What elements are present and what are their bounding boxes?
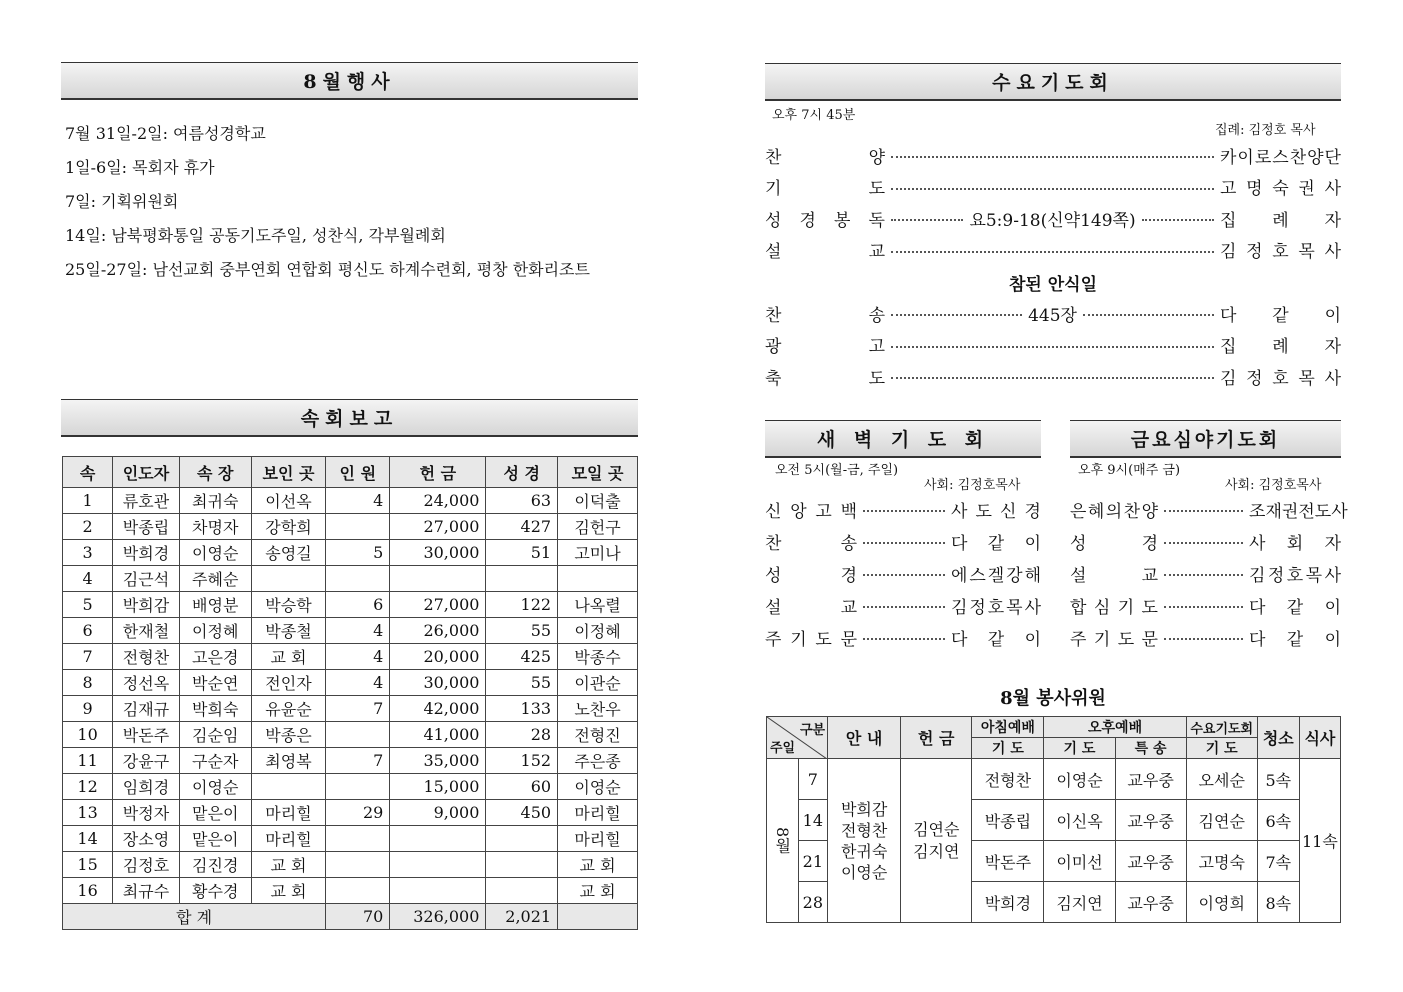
table-cell — [486, 826, 558, 852]
order-leader: 김 정 호 목 사 — [1220, 368, 1341, 389]
table-cell: 55 — [486, 618, 558, 644]
order-row — [765, 560, 1041, 586]
table-cell: 고미나 — [558, 540, 638, 566]
table-cell: 7 — [326, 696, 390, 722]
event-item: 7월 31일-2일: 여름성경학교 — [65, 124, 266, 143]
table-cell: 전형찬 — [113, 644, 180, 670]
special-header: 특 송 — [1115, 738, 1186, 759]
clean-cell: 6속 — [1257, 800, 1299, 841]
leader-dots — [891, 251, 1214, 253]
wed-header: 수요기도회 — [1186, 717, 1257, 738]
order-part: 축 도 — [765, 368, 885, 389]
leader-dots — [1083, 314, 1214, 316]
event-item: 14일: 남북평화통일 공동기도주일, 성찬식, 각부월례회 — [65, 226, 446, 245]
col-header: 속 — [63, 457, 113, 488]
guide-cell: 박희감 전형찬 한귀숙 이영순 — [828, 759, 901, 923]
table-cell: 28 — [486, 722, 558, 748]
table-cell: 5 — [63, 592, 113, 618]
table-cell: 10 — [63, 722, 113, 748]
table-cell: 20,000 — [390, 644, 486, 670]
order-leader: 김 정 호 목 사 — [1220, 242, 1341, 262]
leader-dots — [1142, 219, 1214, 221]
table-cell — [390, 878, 486, 904]
leader-dots — [891, 156, 1214, 158]
day-cell: 21 — [798, 841, 828, 882]
table-cell: 이영순 — [179, 540, 251, 566]
order-part: 성 경 — [1070, 533, 1158, 554]
table-cell: 133 — [486, 696, 558, 722]
week-label: 주일 — [770, 741, 796, 756]
table-cell — [326, 722, 390, 748]
table-cell: 3 — [63, 540, 113, 566]
sermon-title: 참된 안식일 — [1008, 275, 1098, 295]
table-cell: 구순자 — [179, 748, 251, 774]
leader-dots — [891, 377, 1214, 379]
table-cell: 8 — [63, 670, 113, 696]
table-cell: 류호관 — [113, 488, 180, 514]
order-row — [765, 300, 1341, 326]
table-cell: 12 — [63, 774, 113, 800]
leader-dots — [891, 314, 1022, 316]
table-cell: 35,000 — [390, 748, 486, 774]
table-row — [63, 670, 638, 696]
table-row — [63, 800, 638, 826]
table-cell: 4 — [63, 566, 113, 592]
table-cell: 마리힐 — [251, 826, 326, 852]
order-part: 신 앙 고 백 — [765, 501, 857, 522]
afternoon-prayer-header: 기 도 — [1044, 738, 1115, 759]
table-cell: 1 — [63, 488, 113, 514]
table-cell: 박돈주 — [113, 722, 180, 748]
meal-cell: 11속 — [1299, 759, 1340, 923]
order-part: 기 도 — [765, 179, 885, 199]
table-cell: 박순연 — [179, 670, 251, 696]
table-cell: 박희감 — [113, 592, 180, 618]
table-cell: 450 — [486, 800, 558, 826]
table-cell: 15 — [63, 852, 113, 878]
table-row — [63, 514, 638, 540]
table-cell: 박종립 — [113, 514, 180, 540]
table-cell: 박승학 — [251, 592, 326, 618]
table-cell: 박희숙 — [179, 696, 251, 722]
table-cell: 전형진 — [558, 722, 638, 748]
table-cell — [326, 826, 390, 852]
order-part: 찬 양 — [765, 147, 885, 168]
event-item: 7일: 기획위원회 — [65, 192, 179, 211]
wed-prayer-header: 기 도 — [1186, 738, 1257, 759]
table-cell — [390, 566, 486, 592]
table-cell — [326, 878, 390, 904]
table-cell: 29 — [326, 800, 390, 826]
sokhoe-title: 속회보고 — [61, 399, 638, 437]
clean-cell: 7속 — [1257, 841, 1299, 882]
order-row — [765, 174, 1341, 200]
table-cell — [326, 514, 390, 540]
table-cell: 교 회 — [558, 852, 638, 878]
table-cell: 4 — [326, 644, 390, 670]
table-cell — [326, 566, 390, 592]
leader-dots — [891, 188, 1214, 190]
table-row — [63, 878, 638, 904]
table-cell: 강윤구 — [113, 748, 180, 774]
table-cell: 이관순 — [558, 670, 638, 696]
table-cell: 정선옥 — [113, 670, 180, 696]
clean-header: 청소 — [1257, 717, 1299, 759]
service-row — [767, 759, 1341, 800]
friday-title: 금요심야기도회 — [1070, 420, 1341, 458]
table-row — [63, 852, 638, 878]
order-leader: 다 같 이 — [951, 533, 1041, 554]
order-part: 설 교 — [1070, 565, 1158, 586]
month-cell: 8월 — [767, 759, 799, 923]
order-leader: 에 스 겔 강 해 — [951, 565, 1041, 586]
table-row — [63, 566, 638, 592]
order-part: 주 기 도 문 — [765, 629, 857, 650]
morning-cell: 박종립 — [972, 800, 1044, 841]
table-cell: 4 — [326, 670, 390, 696]
col-header: 보인 곳 — [251, 457, 326, 488]
offering-cell: 김연순 김지연 — [901, 759, 972, 923]
dawn-leader: 사회: 김정호목사 — [924, 478, 1021, 493]
order-leader: 집 례 자 — [1220, 337, 1341, 357]
table-cell: 전인자 — [251, 670, 326, 696]
table-cell: 9,000 — [390, 800, 486, 826]
wednesday-time: 오후 7시 45분 — [772, 108, 856, 123]
morning-prayer-header: 기 도 — [972, 738, 1044, 759]
order-leader: 사 도 신 경 — [951, 501, 1041, 522]
afternoon-header: 오후예배 — [1044, 717, 1186, 738]
table-cell: 152 — [486, 748, 558, 774]
leader-dots — [1164, 606, 1243, 608]
special-cell: 교우중 — [1115, 800, 1186, 841]
table-cell: 김순임 — [179, 722, 251, 748]
order-leader: 사 회 자 — [1249, 533, 1341, 554]
table-cell: 교 회 — [251, 852, 326, 878]
meal-header: 식사 — [1299, 717, 1340, 759]
col-header: 모일 곳 — [558, 457, 638, 488]
order-row — [765, 363, 1341, 389]
table-cell: 이정혜 — [558, 618, 638, 644]
table-cell: 이영순 — [179, 774, 251, 800]
dawn-time: 오전 5시(월-금, 주일) — [775, 463, 899, 478]
table-row — [63, 540, 638, 566]
table-cell: 15,000 — [390, 774, 486, 800]
order-row — [765, 205, 1341, 231]
order-leader: 김 정 호 목 사 — [1249, 565, 1341, 586]
service-table — [766, 716, 1341, 923]
offering-header: 헌 금 — [901, 717, 972, 759]
wed-cell: 김연순 — [1186, 800, 1257, 841]
table-cell: 강학희 — [251, 514, 326, 540]
table-cell: 김진경 — [179, 852, 251, 878]
total-bible: 2,021 — [486, 904, 558, 930]
leader-dots — [863, 638, 945, 640]
order-row — [765, 332, 1341, 358]
order-row — [765, 592, 1041, 618]
wed-cell: 고명숙 — [1186, 841, 1257, 882]
table-cell: 마리힐 — [251, 800, 326, 826]
table-row — [63, 592, 638, 618]
gubun-label: 구분 — [799, 723, 826, 738]
events-title: 8월행사 — [61, 62, 638, 100]
order-leader: 카 이 로 스 찬 양 단 — [1220, 147, 1341, 168]
day-cell: 28 — [798, 882, 828, 923]
table-cell: 차명자 — [179, 514, 251, 540]
table-cell: 주은종 — [558, 748, 638, 774]
day-cell: 14 — [798, 800, 828, 841]
wed-cell: 오세순 — [1186, 759, 1257, 800]
table-row — [63, 696, 638, 722]
table-cell — [486, 852, 558, 878]
table-cell: 박종철 — [251, 618, 326, 644]
table-cell: 7 — [326, 748, 390, 774]
order-detail: 445장 — [1028, 305, 1077, 326]
leader-dots — [891, 219, 963, 221]
order-part: 광 고 — [765, 337, 885, 357]
table-cell: 배영분 — [179, 592, 251, 618]
table-row — [63, 644, 638, 670]
table-cell: 박종은 — [251, 722, 326, 748]
diag-header — [767, 717, 828, 759]
table-cell: 송영길 — [251, 540, 326, 566]
clean-cell: 5속 — [1257, 759, 1299, 800]
order-leader: 조 재 권 전 도 사 — [1249, 501, 1348, 522]
order-part: 찬 송 — [765, 533, 857, 554]
table-cell: 9 — [63, 696, 113, 722]
dawn-title: 새 벽 기 도 회 — [765, 420, 1041, 458]
table-cell: 63 — [486, 488, 558, 514]
table-cell: 51 — [486, 540, 558, 566]
leader-dots — [863, 606, 945, 608]
table-cell: 이선옥 — [251, 488, 326, 514]
table-cell: 41,000 — [390, 722, 486, 748]
table-cell: 최규수 — [113, 878, 180, 904]
table-cell: 장소영 — [113, 826, 180, 852]
table-cell: 이영순 — [558, 774, 638, 800]
table-cell: 27,000 — [390, 514, 486, 540]
order-row — [765, 142, 1341, 168]
table-row — [63, 748, 638, 774]
table-cell: 24,000 — [390, 488, 486, 514]
table-cell: 김재규 — [113, 696, 180, 722]
special-cell: 교우중 — [1115, 759, 1186, 800]
table-cell: 마리힐 — [558, 800, 638, 826]
order-part: 설 교 — [765, 597, 857, 618]
service-title: 8월 봉사위원 — [1000, 688, 1106, 709]
table-cell: 임희경 — [113, 774, 180, 800]
special-cell: 교우중 — [1115, 841, 1186, 882]
table-cell — [558, 566, 638, 592]
table-cell: 김정호 — [113, 852, 180, 878]
table-cell: 425 — [486, 644, 558, 670]
table-cell: 김헌구 — [558, 514, 638, 540]
table-cell: 6 — [63, 618, 113, 644]
table-cell: 한재철 — [113, 618, 180, 644]
sokhoe-table — [62, 456, 638, 930]
table-row — [63, 488, 638, 514]
order-part: 설 교 — [765, 242, 885, 262]
table-cell — [251, 566, 326, 592]
day-cell: 7 — [798, 759, 828, 800]
afternoon-cell: 이미선 — [1044, 841, 1115, 882]
table-cell — [326, 852, 390, 878]
table-cell: 14 — [63, 826, 113, 852]
table-cell: 55 — [486, 670, 558, 696]
afternoon-cell: 이신옥 — [1044, 800, 1115, 841]
morning-cell: 박돈주 — [972, 841, 1044, 882]
table-cell: 박정자 — [113, 800, 180, 826]
table-cell: 60 — [486, 774, 558, 800]
col-header: 인 원 — [326, 457, 390, 488]
friday-time: 오후 9시(매주 금) — [1078, 463, 1181, 478]
table-cell: 김근석 — [113, 566, 180, 592]
order-detail: 요5:9-18(신약149쪽) — [969, 210, 1136, 231]
special-cell: 교우중 — [1115, 882, 1186, 923]
event-item: 25일-27일: 남선교회 중부연회 연합회 평신도 하계수련회, 평창 한화리조트 — [65, 260, 590, 279]
order-leader: 다 같 이 — [1249, 597, 1341, 618]
order-leader: 다 같 이 — [1249, 629, 1341, 650]
table-cell: 26,000 — [390, 618, 486, 644]
order-leader: 고 명 숙 권 사 — [1220, 179, 1341, 199]
leader-dots — [891, 346, 1214, 348]
table-cell: 2 — [63, 514, 113, 540]
order-row — [1070, 560, 1341, 586]
order-leader: 다 같 이 — [951, 629, 1041, 650]
table-cell: 6 — [326, 592, 390, 618]
afternoon-cell: 이영순 — [1044, 759, 1115, 800]
table-cell: 13 — [63, 800, 113, 826]
table-cell: 교 회 — [251, 878, 326, 904]
table-cell: 유윤순 — [251, 696, 326, 722]
table-cell: 122 — [486, 592, 558, 618]
table-cell: 30,000 — [390, 540, 486, 566]
morning-cell: 전형찬 — [972, 759, 1044, 800]
table-cell: 주혜순 — [179, 566, 251, 592]
order-leader: 김 정 호 목 사 — [951, 597, 1041, 618]
leader-dots — [1164, 574, 1243, 576]
table-cell: 30,000 — [390, 670, 486, 696]
table-cell: 나옥렬 — [558, 592, 638, 618]
total-people: 70 — [326, 904, 390, 930]
table-row — [63, 774, 638, 800]
table-cell: 27,000 — [390, 592, 486, 618]
clean-cell: 8속 — [1257, 882, 1299, 923]
morning-header: 아침예배 — [972, 717, 1044, 738]
morning-cell: 박희경 — [972, 882, 1044, 923]
afternoon-cell: 김지연 — [1044, 882, 1115, 923]
leader-dots — [863, 574, 945, 576]
table-cell — [390, 852, 486, 878]
table-cell: 박종수 — [558, 644, 638, 670]
table-row — [63, 722, 638, 748]
leader-dots — [1164, 510, 1243, 512]
order-part: 은 혜 의 찬 양 — [1070, 501, 1158, 522]
table-cell: 16 — [63, 878, 113, 904]
table-cell: 11 — [63, 748, 113, 774]
table-cell: 교 회 — [251, 644, 326, 670]
table-cell: 고은경 — [179, 644, 251, 670]
wed-cell: 이영희 — [1186, 882, 1257, 923]
order-part: 찬 송 — [765, 305, 885, 326]
table-cell: 이정혜 — [179, 618, 251, 644]
friday-leader: 사회: 김정호목사 — [1225, 478, 1322, 493]
table-cell: 42,000 — [390, 696, 486, 722]
total-offering: 326,000 — [390, 904, 486, 930]
leader-dots — [863, 510, 945, 512]
leader-dots — [863, 542, 945, 544]
order-row — [765, 528, 1041, 554]
order-row — [1070, 496, 1348, 522]
table-cell: 노찬우 — [558, 696, 638, 722]
table-cell — [486, 878, 558, 904]
col-header: 성 경 — [486, 457, 558, 488]
order-part: 합 심 기 도 — [1070, 597, 1158, 618]
order-row — [765, 624, 1041, 650]
event-item: 1일-6일: 목회자 휴가 — [65, 158, 215, 177]
table-cell: 4 — [326, 618, 390, 644]
table-cell: 최귀숙 — [179, 488, 251, 514]
order-part: 성 경 — [765, 565, 857, 586]
table-cell: 5 — [326, 540, 390, 566]
leader-dots — [1164, 638, 1243, 640]
total-empty — [558, 904, 638, 930]
table-cell: 교 회 — [558, 878, 638, 904]
order-part: 주 기 도 문 — [1070, 629, 1158, 650]
table-cell: 맡은이 — [179, 800, 251, 826]
order-row — [1070, 592, 1341, 618]
table-cell: 427 — [486, 514, 558, 540]
total-label: 합 계 — [63, 904, 326, 930]
guide-header: 안 내 — [828, 717, 901, 759]
table-cell: 7 — [63, 644, 113, 670]
col-header: 헌 금 — [390, 457, 486, 488]
order-row — [765, 237, 1341, 263]
order-row — [1070, 528, 1341, 554]
table-cell: 이덕출 — [558, 488, 638, 514]
table-cell — [390, 826, 486, 852]
table-cell: 마리힐 — [558, 826, 638, 852]
wednesday-leader: 집례: 김정호 목사 — [1215, 123, 1316, 138]
table-cell: 박희경 — [113, 540, 180, 566]
table-cell — [251, 774, 326, 800]
order-leader: 집 례 자 — [1220, 210, 1342, 231]
wednesday-title: 수요기도회 — [765, 63, 1341, 101]
order-leader: 다 같 이 — [1220, 305, 1341, 326]
order-part: 성 경 봉 독 — [765, 210, 885, 231]
table-cell: 황수경 — [179, 878, 251, 904]
table-cell — [486, 566, 558, 592]
table-cell: 맡은이 — [179, 826, 251, 852]
col-header: 인도자 — [113, 457, 180, 488]
col-header: 속 장 — [179, 457, 251, 488]
table-cell: 4 — [326, 488, 390, 514]
order-row — [1070, 624, 1341, 650]
table-cell — [326, 774, 390, 800]
leader-dots — [1164, 542, 1243, 544]
table-cell: 최영복 — [251, 748, 326, 774]
table-row — [63, 618, 638, 644]
order-row — [765, 496, 1041, 522]
total-row — [63, 904, 638, 930]
table-row — [63, 826, 638, 852]
